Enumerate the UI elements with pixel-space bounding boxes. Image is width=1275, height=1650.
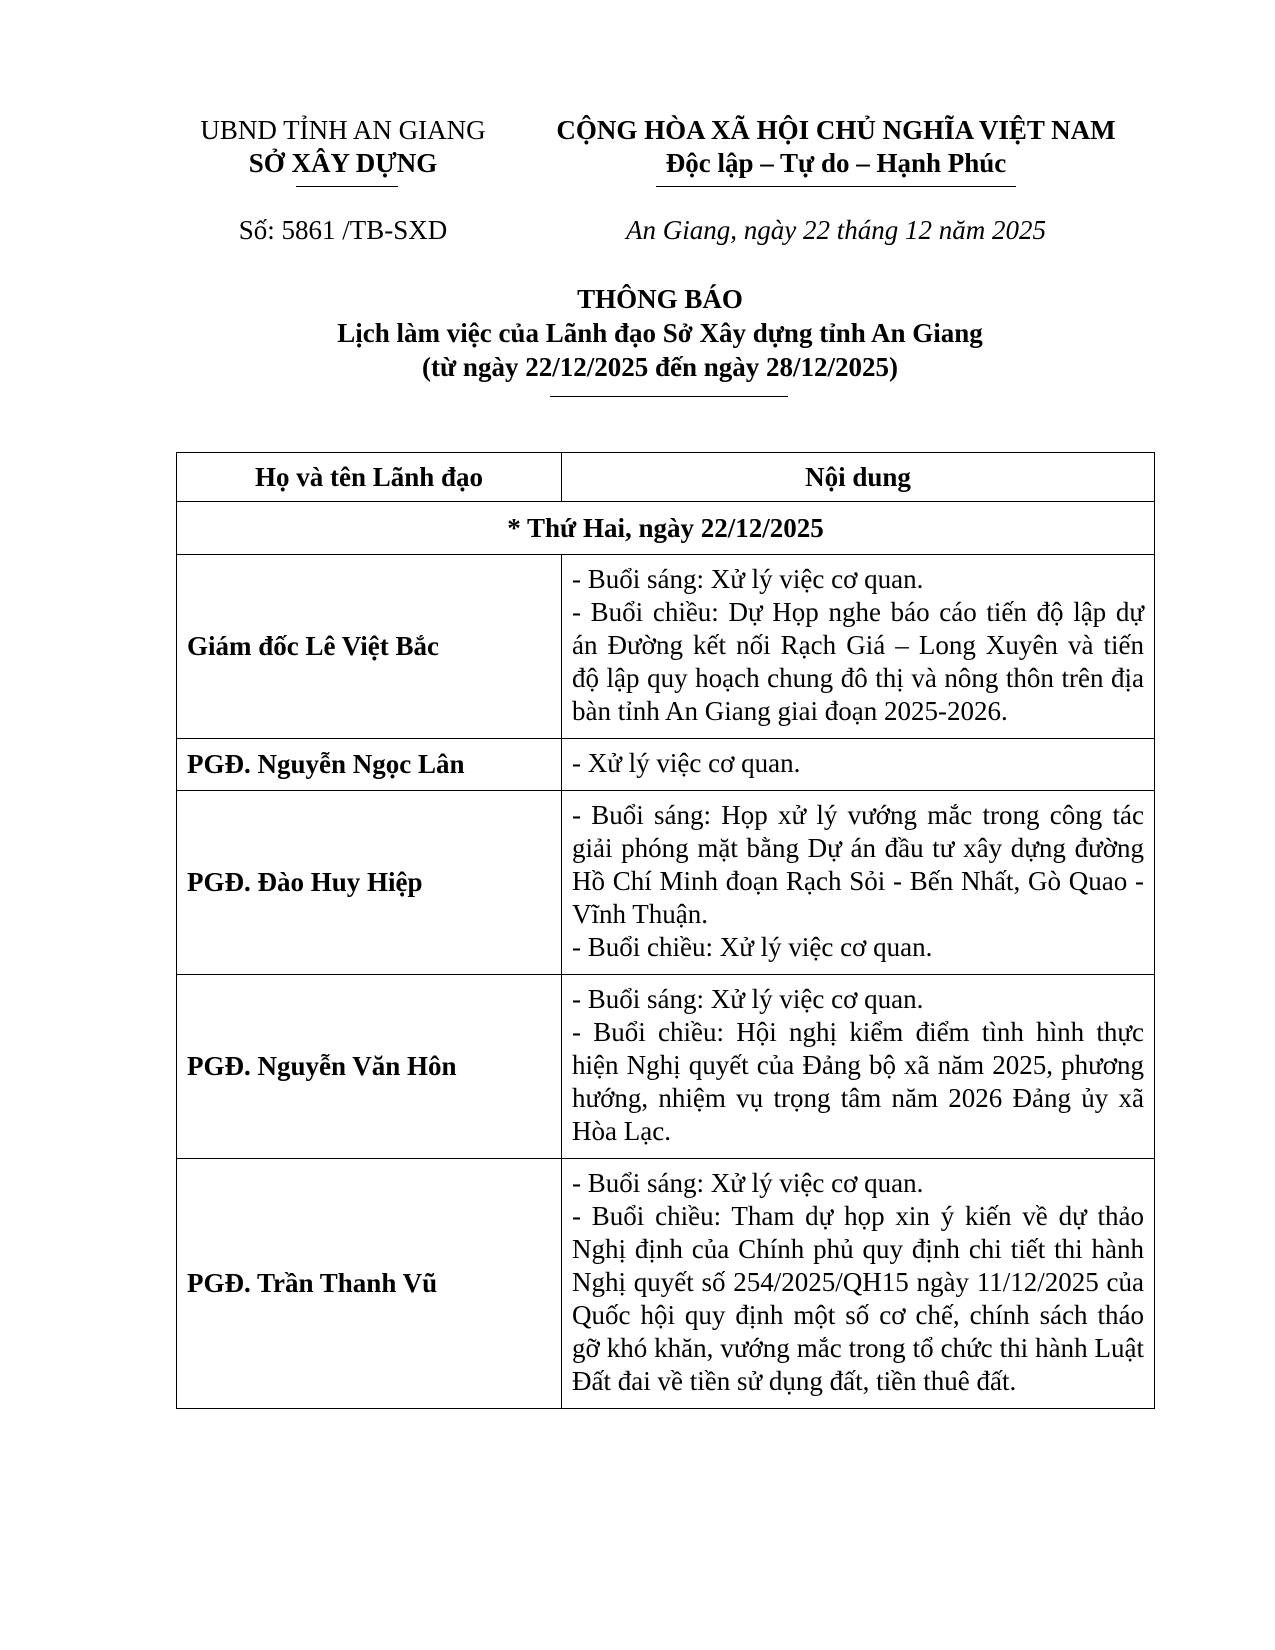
- schedule-content: [562, 1159, 1155, 1409]
- table-row: [177, 555, 1155, 739]
- document-number: Số: 5861 /TB-SXD: [238, 215, 448, 245]
- agency-parent: UBND TỈNH AN GIANG: [200, 115, 486, 145]
- schedule-line: - Buổi sáng: Xử lý việc cơ quan.: [572, 564, 924, 594]
- table-header-row: [177, 453, 1155, 502]
- leader-name: PGĐ. Nguyễn Văn Hôn: [177, 975, 562, 1159]
- nation-motto: Độc lập – Tự do – Hạnh Phúc: [665, 148, 1007, 178]
- schedule-content: [562, 975, 1155, 1159]
- schedule-line: - Buổi sáng: Xử lý việc cơ quan.: [572, 984, 924, 1014]
- leader-name: PGĐ. Đào Huy Hiệp: [177, 791, 562, 975]
- title-underline: [550, 396, 788, 397]
- table-row: [177, 791, 1155, 975]
- column-header-name: Họ và tên Lãnh đạo: [177, 453, 562, 502]
- nation-name: CỘNG HÒA XÃ HỘI CHỦ NGHĨA VIỆT NAM: [556, 115, 1116, 145]
- document-date: An Giang, ngày 22 tháng 12 năm 2025: [626, 215, 1046, 245]
- schedule-content: [562, 555, 1155, 739]
- schedule-content: [562, 739, 1155, 791]
- document-title: [188, 282, 1132, 384]
- table-row: [177, 739, 1155, 791]
- title-line-1: THÔNG BÁO: [577, 284, 743, 314]
- table-row: [177, 975, 1155, 1159]
- leader-name: PGĐ. Nguyễn Ngọc Lân: [177, 739, 562, 791]
- title-line-2: Lịch làm việc của Lãnh đạo Sở Xây dựng tỉnh An Giang: [337, 318, 983, 348]
- schedule-content: [562, 791, 1155, 975]
- schedule-line: - Buổi chiều: Dự Họp nghe báo cáo tiến độ lập dự án Đường kết nối Rạch Giá – Long Xuyên và tiến độ lập quy hoạch chung đô thị và nông thôn trên địa bàn tỉnh An Giang giai đoạn 2025-2026.: [572, 597, 1144, 726]
- day-row: [177, 502, 1155, 555]
- schedule-line: - Buổi chiều: Tham dự họp xin ý kiến về dự thảo Nghị định của Chính phủ quy định chi tiết thi hành Nghị quyết số 254/2025/QH15 ngày 11/12/2025 của Quốc hội quy định một số cơ chế, chính sách tháo gỡ khó khăn, vướng mắc trong tổ chức thi hành Luật Đất đai về tiền sử dụng đất, tiền thuê đất.: [572, 1201, 1144, 1396]
- leader-name: Giám đốc Lê Việt Bắc: [177, 555, 562, 739]
- agency-underline: [296, 186, 398, 187]
- table-row: [177, 1159, 1155, 1409]
- schedule-table: [176, 452, 1155, 1409]
- title-line-3: (từ ngày 22/12/2025 đến ngày 28/12/2025): [422, 352, 898, 382]
- schedule-line: - Buổi chiều: Xử lý việc cơ quan.: [572, 932, 933, 962]
- national-header: [540, 114, 1132, 180]
- schedule-line: - Buổi chiều: Hội nghị kiểm điểm tình hình thực hiện Nghị quyết của Đảng bộ xã năm 2025, phương hướng, nhiệm vụ trọng tâm năm 2026 Đảng ủy xã Hòa Lạc.: [572, 1017, 1144, 1146]
- schedule-line: - Buổi sáng: Họp xử lý vướng mắc trong công tác giải phóng mặt bằng Dự án đầu tư xây dựng đường Hồ Chí Minh đoạn Rạch Sỏi - Bến Nhất, Gò Quao - Vĩnh Thuận.: [572, 800, 1144, 929]
- column-header-content: Nội dung: [562, 453, 1155, 502]
- agency-name: SỞ XÂY DỰNG: [248, 148, 438, 178]
- motto-underline: [656, 186, 1016, 187]
- day-label: * Thứ Hai, ngày 22/12/2025: [177, 502, 1155, 555]
- leader-name: PGĐ. Trần Thanh Vũ: [177, 1159, 562, 1409]
- schedule-line: - Buổi sáng: Xử lý việc cơ quan.: [572, 1168, 924, 1198]
- agency-header: [188, 114, 498, 180]
- schedule-line: - Xử lý việc cơ quan.: [572, 748, 801, 778]
